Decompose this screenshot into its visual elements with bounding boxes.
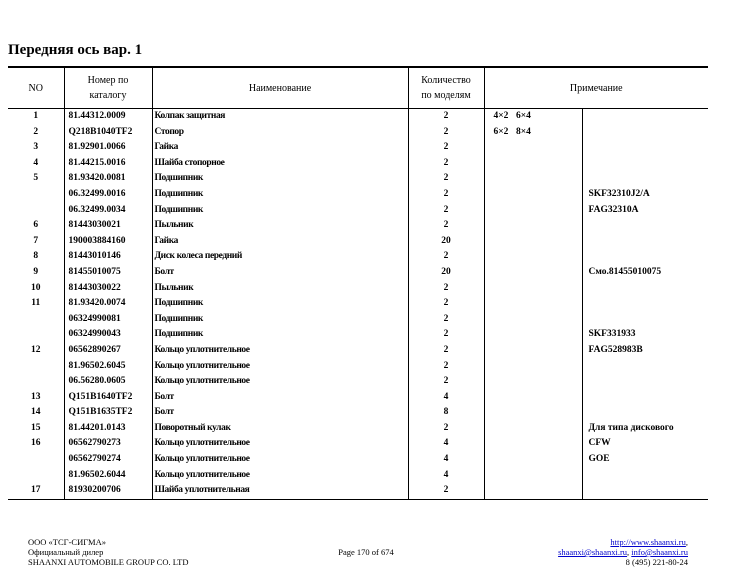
note-cell — [582, 218, 708, 234]
part-number-cell: 06562890267 — [64, 343, 152, 359]
model-2-cell — [516, 359, 582, 375]
part-number-cell: 81443030022 — [64, 281, 152, 297]
model-1-cell — [484, 327, 516, 343]
quantity-cell: 2 — [408, 156, 484, 172]
row-number-cell: 11 — [8, 296, 64, 312]
note-cell — [582, 374, 708, 390]
quantity-cell: 4 — [408, 452, 484, 468]
note-cell — [582, 140, 708, 156]
footer-contacts: http://www.shaanxi.ru, shaanxi@shaanxi.ru, info@shaanxi.ru 8 (495) 221-80-24 — [558, 537, 688, 567]
model-1-cell: 6×2 — [493, 126, 509, 137]
model-2-cell — [516, 390, 582, 406]
model-2-cell — [516, 281, 582, 297]
row-number-cell: 8 — [8, 249, 64, 265]
footer-company-name: ООО «ТСГ-СИГМА» — [28, 537, 106, 547]
quantity-cell: 2 — [408, 359, 484, 375]
model-1-cell — [484, 452, 516, 468]
model-2-cell — [516, 156, 582, 172]
quantity-cell: 2 — [408, 327, 484, 343]
table-row — [8, 156, 708, 172]
quantity-cell: 20 — [408, 234, 484, 250]
note-cell: GOE — [588, 454, 610, 465]
footer-phone: 8 (495) 221-80-24 — [625, 557, 688, 567]
model-1-cell — [484, 421, 516, 437]
quantity-cell: 8 — [408, 405, 484, 421]
row-number-cell: 15 — [8, 421, 64, 437]
table-row — [8, 421, 708, 437]
model-1-cell — [484, 405, 516, 421]
part-number-cell: 81455010075 — [64, 265, 152, 281]
table-row — [8, 405, 708, 421]
table-row — [8, 483, 708, 499]
parts-table — [8, 66, 708, 500]
table-header-row — [8, 67, 708, 109]
note-cell — [582, 405, 708, 421]
part-name-cell: Шайба уплотнительная — [152, 483, 408, 499]
part-name-cell: Болт — [152, 265, 408, 281]
part-number-cell: 81.93420.0074 — [64, 296, 152, 312]
model-2-cell — [516, 296, 582, 312]
model-1-cell — [484, 390, 516, 406]
model-1-cell — [484, 281, 516, 297]
model-2-cell — [516, 234, 582, 250]
table-row — [8, 312, 708, 328]
part-number-cell: 81.44201.0143 — [64, 421, 152, 437]
row-number-cell: 4 — [8, 156, 64, 172]
model-2-cell — [516, 421, 582, 437]
model-2-cell — [516, 265, 582, 281]
part-number-cell: 81.96502.6045 — [64, 359, 152, 375]
part-number-cell: 81.92901.0066 — [64, 140, 152, 156]
quantity-cell: 2 — [408, 109, 484, 125]
model-1-cell — [484, 343, 516, 359]
row-number-cell: 14 — [8, 405, 64, 421]
table-row — [8, 218, 708, 234]
table-row — [8, 343, 708, 359]
model-1-cell — [484, 436, 516, 452]
model-2-cell — [516, 171, 582, 187]
model-2-cell — [516, 374, 582, 390]
part-name-cell: Колпак защитная — [152, 109, 408, 125]
table-row — [8, 187, 708, 203]
model-1-cell — [484, 483, 516, 499]
row-number-cell — [8, 452, 64, 468]
part-number-cell: 06.56280.0605 — [64, 374, 152, 390]
model-1-cell — [484, 296, 516, 312]
part-name-cell: Подшипник — [152, 187, 408, 203]
table-row — [8, 296, 708, 312]
part-number-cell: Q151B1635TF2 — [64, 405, 152, 421]
part-name-cell: Гайка — [152, 234, 408, 250]
table-row — [8, 249, 708, 265]
note-cell: FAG528983B — [588, 344, 643, 355]
header-quantity — [408, 67, 484, 109]
part-name-cell: Подшипник — [152, 203, 408, 219]
table-row — [8, 265, 708, 281]
part-name-cell: Кольцо уплотнительное — [152, 343, 408, 359]
quantity-cell: 2 — [408, 249, 484, 265]
quantity-cell: 4 — [408, 468, 484, 484]
quantity-cell: 2 — [408, 281, 484, 297]
footer-email-link-1[interactable]: shaanxi@shaanxi.ru — [558, 547, 628, 557]
table-row — [8, 452, 708, 468]
note-cell — [582, 249, 708, 265]
model-1-cell — [484, 203, 516, 219]
row-number-cell — [8, 312, 64, 328]
part-name-cell: Поворотный кулак — [152, 421, 408, 437]
part-name-cell: Кольцо уплотнительное — [152, 374, 408, 390]
quantity-cell: 2 — [408, 421, 484, 437]
model-2-cell — [516, 343, 582, 359]
table-body — [8, 109, 708, 500]
part-number-cell: 81930200706 — [64, 483, 152, 499]
part-number-cell: 81443010146 — [64, 249, 152, 265]
part-number-cell: 81.93420.0081 — [64, 171, 152, 187]
quantity-cell: 4 — [408, 436, 484, 452]
quantity-cell: 2 — [408, 187, 484, 203]
table-row — [8, 171, 708, 187]
table-row — [8, 281, 708, 297]
part-number-cell: 81.44312.0009 — [64, 109, 152, 125]
part-number-cell: 06324990081 — [64, 312, 152, 328]
quantity-cell: 2 — [408, 296, 484, 312]
row-number-cell: 6 — [8, 218, 64, 234]
quantity-cell: 2 — [408, 343, 484, 359]
part-name-cell: Болт — [152, 390, 408, 406]
part-name-cell: Подшипник — [152, 296, 408, 312]
part-number-cell: 81.44215.0016 — [64, 156, 152, 172]
part-number-cell: 06.32499.0034 — [64, 203, 152, 219]
footer-group: SHAANXI AUTOMOBILE GROUP CO. LTD — [28, 557, 189, 567]
part-name-cell: Гайка — [152, 140, 408, 156]
part-number-cell: 06562790274 — [64, 452, 152, 468]
part-name-cell: Шайба стопорное — [152, 156, 408, 172]
note-cell: Для типа дискового — [588, 422, 674, 433]
model-2-cell — [516, 327, 582, 343]
row-number-cell: 12 — [8, 343, 64, 359]
table-row — [8, 140, 708, 156]
note-cell — [582, 296, 708, 312]
row-number-cell — [8, 468, 64, 484]
quantity-cell: 20 — [408, 265, 484, 281]
row-number-cell: 9 — [8, 265, 64, 281]
part-name-cell: Диск колеса передний — [152, 249, 408, 265]
part-number-cell: 81443030021 — [64, 218, 152, 234]
model-2-cell — [516, 436, 582, 452]
header-quantity-line2: по моделям — [421, 90, 471, 101]
note-cell — [582, 125, 708, 141]
row-number-cell — [8, 187, 64, 203]
quantity-cell: 2 — [408, 203, 484, 219]
footer-page-number: Page 170 of 674 — [338, 547, 394, 557]
part-name-cell: Кольцо уплотнительное — [152, 436, 408, 452]
model-1-cell — [484, 218, 516, 234]
header-part-number-line2: каталогу — [89, 90, 127, 101]
quantity-cell: 2 — [408, 140, 484, 156]
row-number-cell: 2 — [8, 125, 64, 141]
table-row — [8, 359, 708, 375]
table-row — [8, 234, 708, 250]
part-name-cell: Кольцо уплотнительное — [152, 468, 408, 484]
part-name-cell: Кольцо уплотнительное — [152, 452, 408, 468]
header-no: NO — [8, 67, 64, 109]
model-1-cell — [484, 468, 516, 484]
part-name-cell: Пыльник — [152, 218, 408, 234]
model-1-cell — [484, 234, 516, 250]
part-number-cell: 190003884160 — [64, 234, 152, 250]
part-number-cell: 06.32499.0016 — [64, 187, 152, 203]
model-2-cell — [516, 249, 582, 265]
footer-email-link-2[interactable]: info@shaanxi.ru — [631, 547, 688, 557]
part-name-cell: Кольцо уплотнительное — [152, 359, 408, 375]
model-2-cell — [516, 187, 582, 203]
row-number-cell: 7 — [8, 234, 64, 250]
model-1-cell — [484, 249, 516, 265]
row-number-cell: 5 — [8, 171, 64, 187]
part-number-cell: Q151B1640TF2 — [64, 390, 152, 406]
table-row — [8, 436, 708, 452]
model-2-cell — [516, 140, 582, 156]
table-row — [8, 468, 708, 484]
footer-website-link[interactable]: http://www.shaanxi.ru — [610, 537, 686, 547]
model-2-cell — [516, 405, 582, 421]
note-cell: SKF32310J2/A — [588, 188, 650, 199]
note-cell — [582, 171, 708, 187]
quantity-cell: 2 — [408, 312, 484, 328]
quantity-cell: 4 — [408, 390, 484, 406]
model-1-cell — [484, 359, 516, 375]
quantity-cell: 2 — [408, 374, 484, 390]
model-2-cell — [516, 483, 582, 499]
page-title: Передняя ось вар. 1 — [8, 42, 143, 58]
model-2-cell: 8×4 — [516, 125, 582, 141]
quantity-cell: 2 — [408, 125, 484, 141]
model-2-cell — [516, 452, 582, 468]
note-cell: SKF331933 — [588, 329, 636, 340]
table-row — [8, 390, 708, 406]
model-2-cell — [516, 312, 582, 328]
note-cell — [582, 156, 708, 172]
row-number-cell: 1 — [8, 109, 64, 125]
row-number-cell — [8, 359, 64, 375]
header-note: Примечание — [484, 67, 708, 109]
note-cell: CFW — [588, 438, 611, 449]
header-quantity-line1: Количество — [421, 75, 471, 86]
model-1-cell — [484, 140, 516, 156]
row-number-cell: 3 — [8, 140, 64, 156]
model-2-cell — [516, 203, 582, 219]
part-name-cell: Подшипник — [152, 171, 408, 187]
header-part-number — [64, 67, 152, 109]
table-row — [8, 374, 708, 390]
table-row — [8, 125, 708, 141]
part-name-cell: Подшипник — [152, 312, 408, 328]
model-1-cell — [484, 265, 516, 281]
row-number-cell — [8, 203, 64, 219]
quantity-cell: 2 — [408, 171, 484, 187]
note-cell — [582, 312, 708, 328]
model-2-cell — [516, 468, 582, 484]
part-number-cell: Q218B1040TF2 — [64, 125, 152, 141]
row-number-cell: 16 — [8, 436, 64, 452]
quantity-cell: 2 — [408, 483, 484, 499]
table-row — [8, 109, 708, 125]
part-name-cell: Болт — [152, 405, 408, 421]
table-row — [8, 203, 708, 219]
row-number-cell — [8, 327, 64, 343]
header-part-number-line1: Номер по — [87, 75, 129, 86]
note-cell — [582, 468, 708, 484]
model-1-cell — [484, 156, 516, 172]
note-cell: Смо.81455010075 — [588, 266, 662, 277]
note-cell — [582, 109, 708, 125]
note-cell — [582, 234, 708, 250]
row-number-cell: 13 — [8, 390, 64, 406]
part-number-cell: 81.96502.6044 — [64, 468, 152, 484]
model-2-cell: 6×4 — [516, 109, 582, 125]
header-name: Наименование — [152, 67, 408, 109]
table-row — [8, 327, 708, 343]
model-2-cell — [516, 218, 582, 234]
part-number-cell: 06562790273 — [64, 436, 152, 452]
note-cell — [582, 483, 708, 499]
model-1-cell — [484, 374, 516, 390]
part-name-cell: Пыльник — [152, 281, 408, 297]
note-cell: FAG32310A — [588, 204, 639, 215]
model-1-cell — [484, 187, 516, 203]
footer-dealer: Официальный дилер — [28, 547, 104, 557]
model-1-cell — [484, 312, 516, 328]
part-name-cell: Стопор — [152, 125, 408, 141]
model-1-cell — [484, 171, 516, 187]
note-cell — [582, 359, 708, 375]
model-1-cell: 4×2 — [493, 111, 509, 121]
row-number-cell: 17 — [8, 483, 64, 499]
part-name-cell: Подшипник — [152, 327, 408, 343]
quantity-cell: 2 — [408, 218, 484, 234]
row-number-cell — [8, 374, 64, 390]
row-number-cell: 10 — [8, 281, 64, 297]
note-cell — [582, 281, 708, 297]
note-cell — [582, 390, 708, 406]
part-number-cell: 06324990043 — [64, 327, 152, 343]
